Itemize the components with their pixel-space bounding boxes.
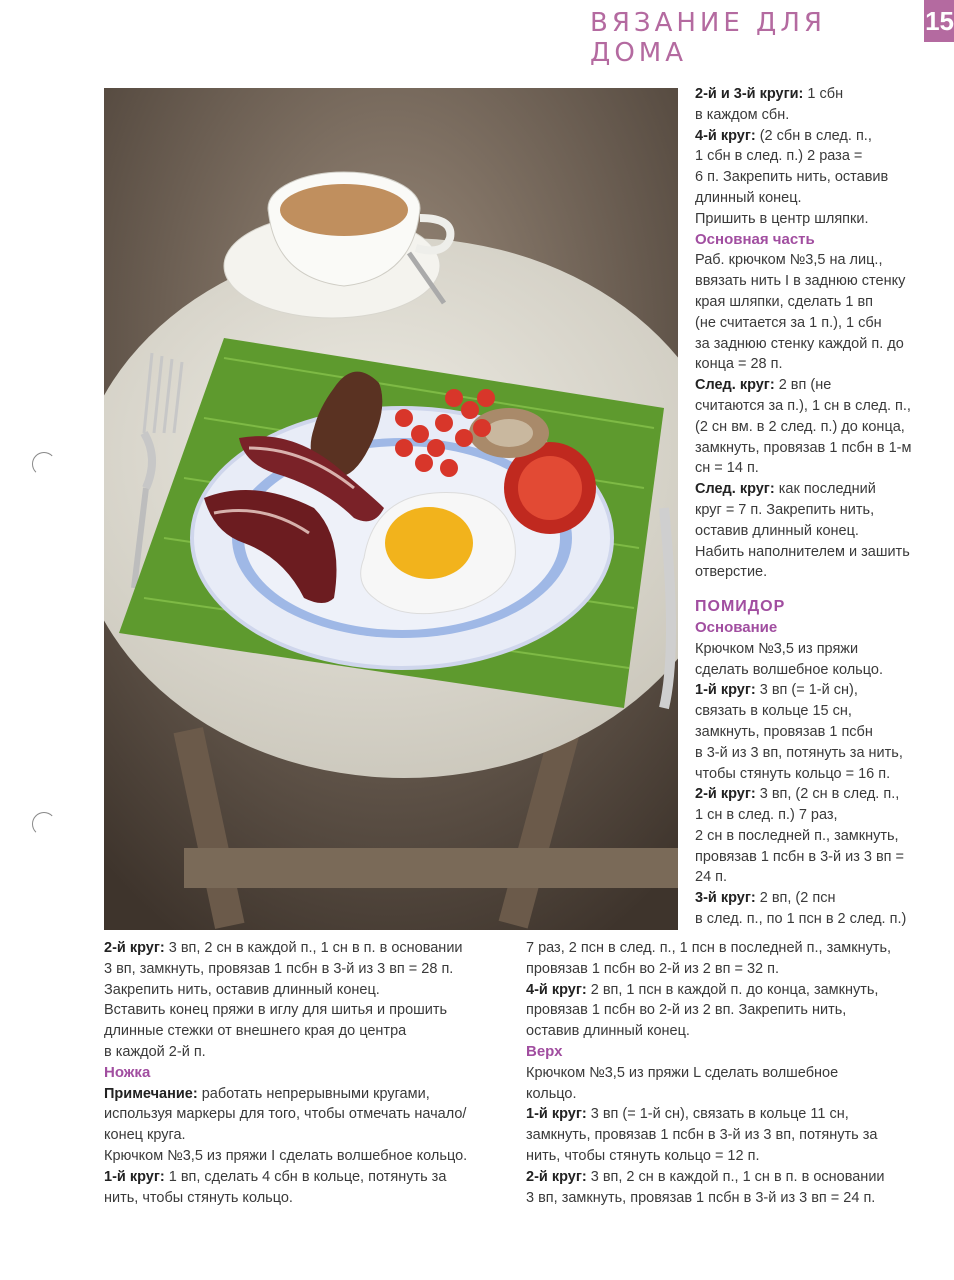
text-content: Крючком №3,5 из пряжи I сделать волшебное кольцо. — [104, 1147, 468, 1164]
text-line — [526, 1084, 936, 1105]
round-label: 2-й круг: — [695, 786, 756, 803]
text-content: в след. п., по 1 псн в 2 след. п.) — [695, 911, 907, 928]
binding-hole-mark — [32, 452, 56, 476]
round-label: Примечание: — [104, 1085, 198, 1102]
text-line — [695, 847, 945, 868]
round-label: След. круг: — [695, 481, 775, 498]
text-line — [695, 639, 945, 660]
subsection-heading: Ножка — [104, 1063, 151, 1081]
text-content: 24 п. — [695, 869, 728, 886]
bottom-right-text-column — [526, 938, 936, 1208]
text-content: края шляпки, сделать 1 вп — [695, 293, 874, 310]
text-content: нить, чтобы стянуть кольцо = 12 п. — [526, 1147, 760, 1164]
section-title: ВЯЗАНИЕ ДЛЯ ДОМА — [590, 8, 826, 68]
text-line — [526, 959, 936, 980]
text-line — [695, 826, 945, 847]
text-content: Крючком №3,5 из пряжи — [695, 640, 859, 657]
text-line — [526, 1063, 936, 1084]
text-content: конца = 28 п. — [695, 356, 783, 373]
text-content: 3 вп (= 1-й сн), связать в кольце 11 сн, — [586, 1106, 849, 1123]
text-content: конец круга. — [104, 1127, 186, 1144]
bottom-left-text-column — [104, 938, 514, 1208]
text-line — [695, 209, 945, 230]
text-content: нить, чтобы стянуть кольцо. — [104, 1189, 293, 1206]
text-content: 3 вп, 2 сн в каждой п., 1 сн в п. в основании — [164, 940, 463, 956]
text-content: чтобы стянуть кольцо = 16 п. — [695, 765, 891, 782]
text-line — [695, 660, 945, 681]
round-label: 1-й круг: — [526, 1106, 587, 1123]
text-line — [104, 938, 514, 959]
text-line — [104, 1104, 514, 1125]
binding-hole-mark — [32, 812, 56, 836]
section-heading: ПОМИДОР — [695, 598, 786, 616]
text-content: Пришить в центр шляпки. — [695, 210, 869, 227]
text-line — [695, 888, 945, 909]
text-content: 3 вп, замкнуть, провязав 1 псбн в 3-й из 3 вп = 24 п. — [526, 1189, 876, 1206]
text-content: 6 п. Закрепить нить, оставив — [695, 169, 889, 186]
text-content: Закрепить нить, оставив длинный конец. — [104, 981, 380, 998]
text-line — [695, 334, 945, 355]
text-line — [695, 354, 945, 375]
text-content: сделать волшебное кольцо. — [695, 661, 883, 678]
text-content: связать в кольце 15 сн, — [695, 703, 852, 720]
text-content: в каждой 2-й п. — [104, 1043, 206, 1060]
text-content: как последний — [774, 481, 876, 498]
text-content: в каждом сбн. — [695, 106, 790, 123]
text-line — [695, 146, 945, 167]
text-line — [695, 396, 945, 417]
round-label: 4-й круг: — [526, 981, 587, 998]
text-content: сн = 14 п. — [695, 460, 759, 477]
text-content: 3 вп, (2 сн в след. п., — [755, 786, 900, 803]
round-label: 4-й круг: — [695, 127, 756, 144]
text-content: 2 вп (не — [774, 377, 832, 394]
text-line — [526, 1188, 936, 1209]
text-line — [695, 500, 945, 521]
subsection-heading: Верх — [526, 1042, 563, 1060]
round-label: 2-й и 3-й круги: — [695, 86, 804, 102]
text-content: провязав 1 псбн в 3-й из 3 вп = — [695, 848, 905, 865]
text-line — [104, 1084, 514, 1105]
text-line — [695, 167, 945, 188]
text-line — [526, 938, 936, 959]
text-content: 7 раз, 2 псн в след. п., 1 псн в последней п., замкнуть, — [526, 940, 892, 956]
text-line — [695, 292, 945, 313]
text-line — [526, 980, 936, 1001]
text-line — [695, 84, 945, 105]
text-line — [104, 1042, 514, 1063]
text-content: 2 вп, (2 псн — [755, 890, 836, 907]
text-line — [695, 188, 945, 209]
text-content: замкнуть, провязав 1 псбн в 3-й из 3 вп, потянуть за — [526, 1127, 878, 1144]
round-label: 1-й круг: — [104, 1168, 165, 1185]
text-line — [695, 867, 945, 888]
text-line — [695, 438, 945, 459]
round-label: 2-й круг: — [104, 940, 165, 956]
text-content: работать непрерывными кругами, — [197, 1085, 430, 1102]
text-line — [526, 1167, 936, 1188]
text-line — [104, 980, 514, 1001]
text-line — [526, 1000, 936, 1021]
text-content: 2 сн в последней п., замкнуть, — [695, 827, 899, 844]
text-line — [695, 479, 945, 500]
text-content: длинный конец. — [695, 189, 802, 206]
text-line — [526, 1021, 936, 1042]
text-content: за заднюю стенку каждой п. до — [695, 335, 904, 352]
text-content: 2 вп, 1 псн в каждой п. до конца, замкнуть, — [586, 981, 879, 998]
text-line — [695, 680, 945, 701]
text-line — [104, 1021, 514, 1042]
text-content: Набить наполнителем и зашить — [695, 543, 910, 560]
text-content: 1 сбн — [803, 86, 844, 102]
text-line — [695, 743, 945, 764]
text-content: (не считается за 1 п.), 1 сбн — [695, 314, 882, 331]
text-content: 1 вп, сделать 4 сбн в кольце, потянуть за — [164, 1168, 447, 1185]
text-content: используя маркеры для того, чтобы отмечать начало/ — [104, 1106, 467, 1123]
text-line — [695, 764, 945, 785]
crochet-breakfast-photo — [104, 88, 678, 930]
round-label: 3-й круг: — [695, 890, 756, 907]
text-line — [695, 271, 945, 292]
text-line — [104, 1167, 514, 1188]
round-label: След. круг: — [695, 377, 775, 394]
text-line — [526, 1125, 936, 1146]
text-content: 1 сн в след. п.) 7 раз, — [695, 807, 838, 824]
text-line — [695, 105, 945, 126]
text-line — [695, 784, 945, 805]
text-content: 3 вп, замкнуть, провязав 1 псбн в 3-й из 3 вп = 28 п. — [104, 960, 454, 977]
text-line — [695, 909, 945, 930]
text-line — [104, 959, 514, 980]
text-line — [695, 417, 945, 438]
text-content: считаются за п.), 1 сн в след. п., — [695, 397, 911, 414]
text-content: Раб. крючком №3,5 на лиц., — [695, 252, 883, 269]
text-content: отверстие. — [695, 564, 768, 581]
text-content: провязав 1 псбн во 2-й из 2 вп. Закрепить нить, — [526, 1002, 847, 1019]
text-line — [104, 1146, 514, 1167]
text-content: 3 вп (= 1-й сн), — [755, 682, 858, 699]
text-line — [695, 722, 945, 743]
text-content: ввязать нить I в заднюю стенку — [695, 273, 906, 290]
text-content: кольцо. — [526, 1085, 577, 1102]
right-text-column — [695, 84, 945, 930]
text-content: (2 сн вм. в 2 след. п.) до конца, — [695, 418, 905, 435]
text-content: круг = 7 п. Закрепить нить, — [695, 501, 875, 518]
text-line — [695, 562, 945, 583]
text-line — [695, 701, 945, 722]
text-line — [695, 313, 945, 334]
text-content: провязав 1 псбн во 2-й из 2 вп = 32 п. — [526, 960, 779, 977]
text-line — [695, 458, 945, 479]
text-line — [695, 126, 945, 147]
text-line — [695, 375, 945, 396]
text-content: (2 сбн в след. п., — [755, 127, 872, 144]
text-line — [526, 1146, 936, 1167]
subsection-heading: Основание — [695, 618, 778, 636]
page-number: 15 — [924, 0, 954, 42]
text-line — [104, 1188, 514, 1209]
text-line — [695, 542, 945, 563]
text-line — [104, 1000, 514, 1021]
text-line — [695, 250, 945, 271]
text-content: длинные стежки от внешнего края до центра — [104, 1023, 407, 1040]
text-line — [526, 1104, 936, 1125]
text-content: 3 вп, 2 сн в каждой п., 1 сн в п. в основании — [586, 1168, 885, 1185]
text-content: Вставить конец пряжи в иглу для шитья и прошить — [104, 1002, 448, 1019]
text-content: замкнуть, провязав 1 псбн в 1-м — [695, 439, 912, 456]
text-content: оставив длинный конец. — [695, 522, 859, 539]
text-content: 1 сбн в след. п.) 2 раза = — [695, 148, 863, 165]
text-content: замкнуть, провязав 1 псбн — [695, 723, 873, 740]
text-line — [104, 1125, 514, 1146]
text-content: в 3-й из 3 вп, потянуть за нить, — [695, 744, 903, 761]
text-content: оставив длинный конец. — [526, 1023, 690, 1040]
text-line — [695, 805, 945, 826]
round-label: 1-й круг: — [695, 682, 756, 699]
round-label: 2-й круг: — [526, 1168, 587, 1185]
text-line — [695, 521, 945, 542]
subsection-heading: Основная часть — [695, 230, 815, 248]
text-content: Крючком №3,5 из пряжи L сделать волшебное — [526, 1064, 839, 1081]
